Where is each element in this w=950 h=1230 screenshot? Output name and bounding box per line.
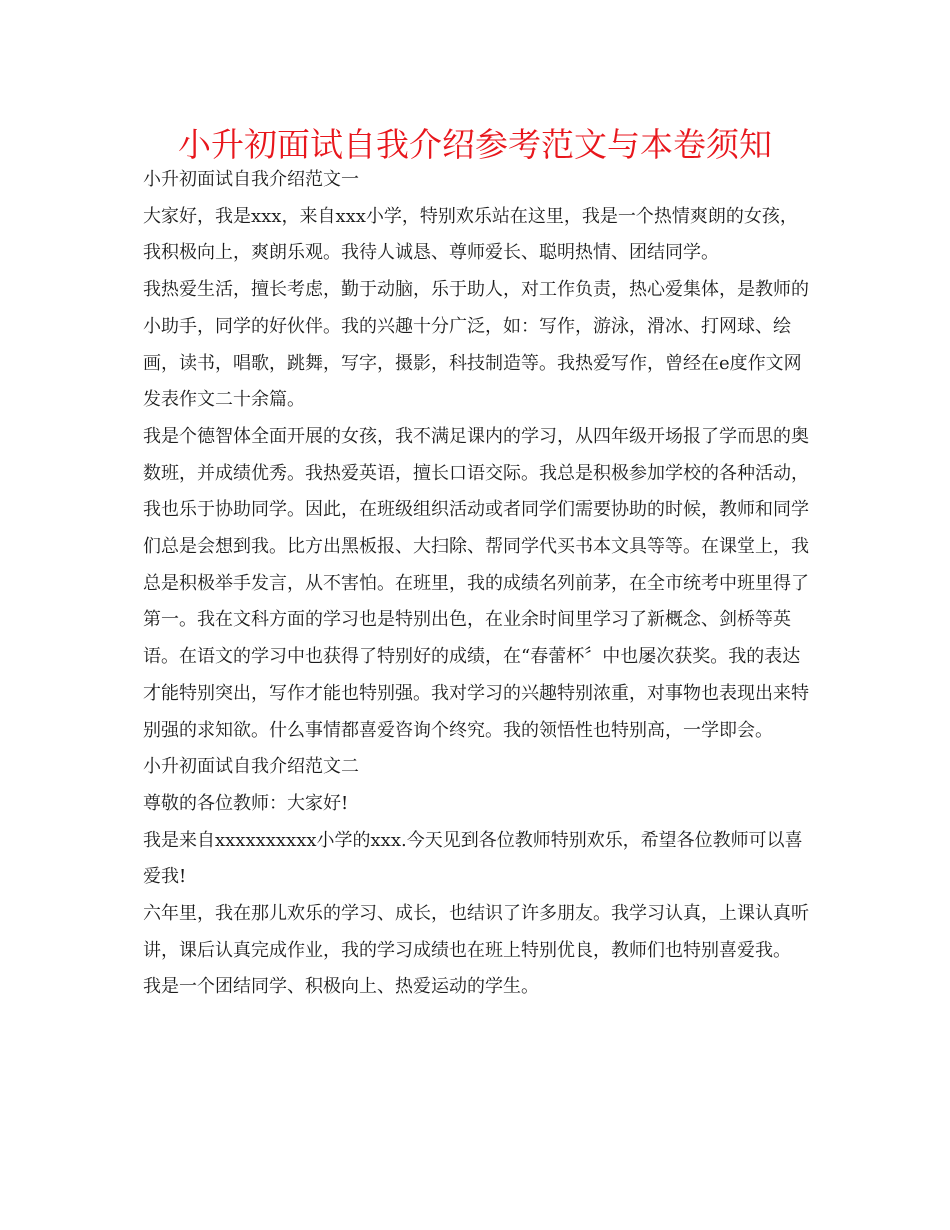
section-heading-1: 小升初面试自我介绍范文一 [143, 169, 359, 190]
document-body [143, 162, 811, 1006]
paragraph: 我是个德智体全面开展的女孩，我不满足课内的学习，从四年级开场报了学而思的奥数班，并成绩优秀。我热爱英语，擅长口语交际。我总是积极参加学校的各种活动，我也乐于协助同学。因此，在班级组织活动或者同学们需要协助的时候，教师和同学们总是会想到我。比方出黑板报、大扫除、帮同学代买书本文具等等。在课堂上，我总是积极举手发言，从不害怕。在班里，我的成绩名列前茅，在全市统考中班里得了第一。我在文科方面的学习也是特别出色，在业余时间里学习了新概念、剑桥等英语。在语文的学习中也获得了特别好的成绩，在“春蕾杯〞中也屡次获奖。我的表达才能特别突出，写作才能也特别强。我对学习的兴趣特别浓重，对事物也表现出来特别强的求知欲。什么事情都喜爱咨询个终究。我的领悟性也特别高，一学即会。 [143, 425, 809, 741]
paragraph: 大家好，我是xxx，来自xxx小学，特别欢乐站在这里，我是一个热情爽朗的女孩，我积极向上，爽朗乐观。我待人诚恳、尊师爱长、聪明热情、团结同学。 [143, 205, 798, 264]
paragraph: 我是来自xxxxxxxxxx小学的xxx.今天见到各位教师特别欢乐，希望各位教师可以喜爱我! [143, 829, 803, 888]
paragraph: 六年里，我在那儿欢乐的学习、成长，也结识了许多朋友。我学习认真，上课认真听讲，课后认真完成作业，我的学习成绩也在班上特别优良，教师们也特别喜爱我。 [143, 903, 809, 961]
paragraph: 我是一个团结同学、积极向上、热爱运动的学生。 [143, 976, 539, 998]
paragraph: 尊敬的各位教师：大家好! [143, 792, 349, 814]
document-title: 小升初面试自我介绍参考范文与本卷须知 [178, 125, 772, 164]
paragraph: 我热爱生活，擅长考虑，勤于动脑，乐于助人，对工作负责，热心爱集体，是教师的小助手，同学的好伙伴。我的兴趣十分广泛，如：写作，游泳，滑冰、打网球、绘画，读书，唱歌，跳舞，写字，摄影，科技制造等。我热爱写作，曾经在e度作文网发表作文二十余篇。 [143, 279, 809, 411]
section-heading-2: 小升初面试自我介绍范文二 [143, 756, 359, 778]
